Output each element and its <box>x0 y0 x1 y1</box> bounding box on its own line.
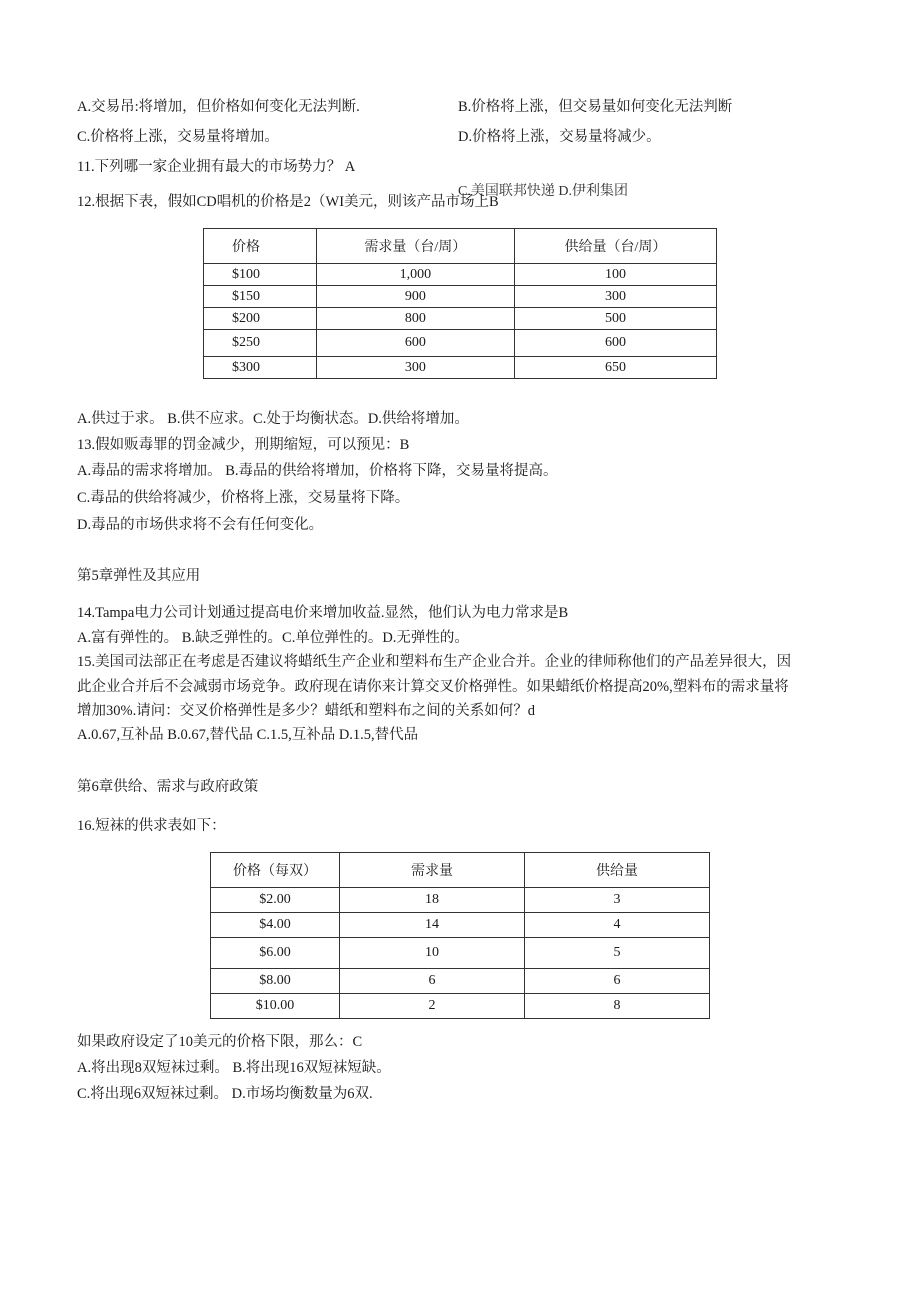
q11-question: 11.下列哪一家企业拥有最大的市场势力？ A <box>77 159 356 175</box>
q15-question-line-2: 此企业合并后不会减弱市场竞争。政府现在请你来计算交叉价格弹性。如果蜡纸价格提高20%,塑料布的需求量将 <box>77 679 789 695</box>
table-cell: 2 <box>340 994 525 1019</box>
socks-supply-demand-table <box>210 852 710 1019</box>
table-row <box>204 286 717 308</box>
table-header-row <box>204 229 717 264</box>
table-header-cell: 价格（每双） <box>211 853 340 888</box>
q13-option-a-b: A.毒品的需求将增加。 B.毒品的供给将增加，价格将下降，交易量将提高。 <box>77 463 558 479</box>
table-row <box>211 888 710 913</box>
table-cell: $8.00 <box>211 969 340 994</box>
q10-option-b: B.价格将上涨，但交易量如何变化无法判断 <box>458 99 733 115</box>
q10-option-c: C.价格将上涨，交易量将增加。 <box>77 129 279 145</box>
table-cell: 6 <box>525 969 710 994</box>
table-cell: $10.00 <box>211 994 340 1019</box>
table-row <box>211 938 710 969</box>
table-header-cell: 价格 <box>204 229 317 264</box>
chapter-6-heading: 第6章供给、需求与政府政策 <box>77 779 259 795</box>
table-cell: 500 <box>514 308 716 330</box>
table-cell: 300 <box>514 286 716 308</box>
table-cell: 300 <box>316 357 514 379</box>
table-cell: 600 <box>316 330 514 357</box>
q10-option-a: A.交易吊:将增加，但价格如何变化无法判断. <box>77 99 360 115</box>
table-header-cell: 需求量（台/周） <box>316 229 514 264</box>
q13-option-c: C.毒品的供给将减少，价格将上涨，交易量将下降。 <box>77 490 410 506</box>
table-cell: $300 <box>204 357 317 379</box>
q13-question: 13.假如贩毒罪的罚金减少，刑期缩短，可以预见：B <box>77 437 410 453</box>
q15-options: A.0.67,互补品 B.0.67,替代品 C.1.5,互补品 D.1.5,替代品 <box>77 727 419 743</box>
table-cell: 18 <box>340 888 525 913</box>
table-cell: $4.00 <box>211 913 340 938</box>
q15-question-line-1: 15.美国司法部正在考虑是否建议将蜡纸生产企业和塑料布生产企业合并。企业的律师称他们的产品差异很大，因 <box>77 654 792 670</box>
table-row <box>204 330 717 357</box>
table-header-row <box>211 853 710 888</box>
table-cell: 1,000 <box>316 264 514 286</box>
table-row <box>204 357 717 379</box>
table-cell: 10 <box>340 938 525 969</box>
table-row <box>204 308 717 330</box>
q14-options: A.富有弹性的。 B.缺乏弹性的。C.单位弹性的。D.无弹性的。 <box>77 630 469 646</box>
table-cell: 800 <box>316 308 514 330</box>
table-cell: 900 <box>316 286 514 308</box>
cd-player-supply-demand-table <box>203 228 717 379</box>
table-row <box>211 969 710 994</box>
chapter-5-heading: 第5章弹性及其应用 <box>77 568 201 584</box>
q15-question-line-3: 增加30%.请问：交叉价格弹性是多少？蜡纸和塑料布之间的关系如何？d <box>77 703 535 719</box>
table-cell: $250 <box>204 330 317 357</box>
q16-option-c-d: C.将出现6双短袜过剩。 D.市场均衡数量为6双. <box>77 1086 373 1102</box>
table-cell: 3 <box>525 888 710 913</box>
q13-option-d: D.毒品的市场供求将不会有任何变化。 <box>77 517 324 533</box>
table-row <box>211 994 710 1019</box>
table-cell: 6 <box>340 969 525 994</box>
q11-clipped-options: C.美国联邦快递 D.伊利集团 <box>458 184 628 199</box>
q14-question: 14.Tampa电力公司计划通过提高电价来增加收益.显然，他们认为电力常求是B <box>77 605 569 621</box>
table-cell: 100 <box>514 264 716 286</box>
q12-options: A.供过于求。 B.供不应求。C.处于均衡状态。D.供给将增加。 <box>77 411 469 427</box>
q16-condition: 如果政府设定了10美元的价格下限，那么：C <box>77 1034 363 1050</box>
table-header-cell: 供给量（台/周） <box>514 229 716 264</box>
table-cell: $200 <box>204 308 317 330</box>
table-cell: 14 <box>340 913 525 938</box>
table-header-cell: 需求量 <box>340 853 525 888</box>
q12-question: 12.根据下表，假如CD唱机的价格是2（WI美元，则该产品市场上B <box>77 194 499 210</box>
table-cell: 4 <box>525 913 710 938</box>
table-row <box>204 264 717 286</box>
table-cell: $150 <box>204 286 317 308</box>
table-cell: $2.00 <box>211 888 340 913</box>
table-cell: $100 <box>204 264 317 286</box>
q16-option-a-b: A.将出现8双短袜过剩。 B.将出现16双短袜短缺。 <box>77 1060 391 1076</box>
table-cell: 5 <box>525 938 710 969</box>
table-row <box>211 913 710 938</box>
table-header-cell: 供给量 <box>525 853 710 888</box>
table-cell: 650 <box>514 357 716 379</box>
table-cell: $6.00 <box>211 938 340 969</box>
table-cell: 8 <box>525 994 710 1019</box>
q16-question: 16.短袜的供求表如下： <box>77 818 226 834</box>
q10-option-d: D.价格将上涨，交易量将减少。 <box>458 129 661 145</box>
table-cell: 600 <box>514 330 716 357</box>
